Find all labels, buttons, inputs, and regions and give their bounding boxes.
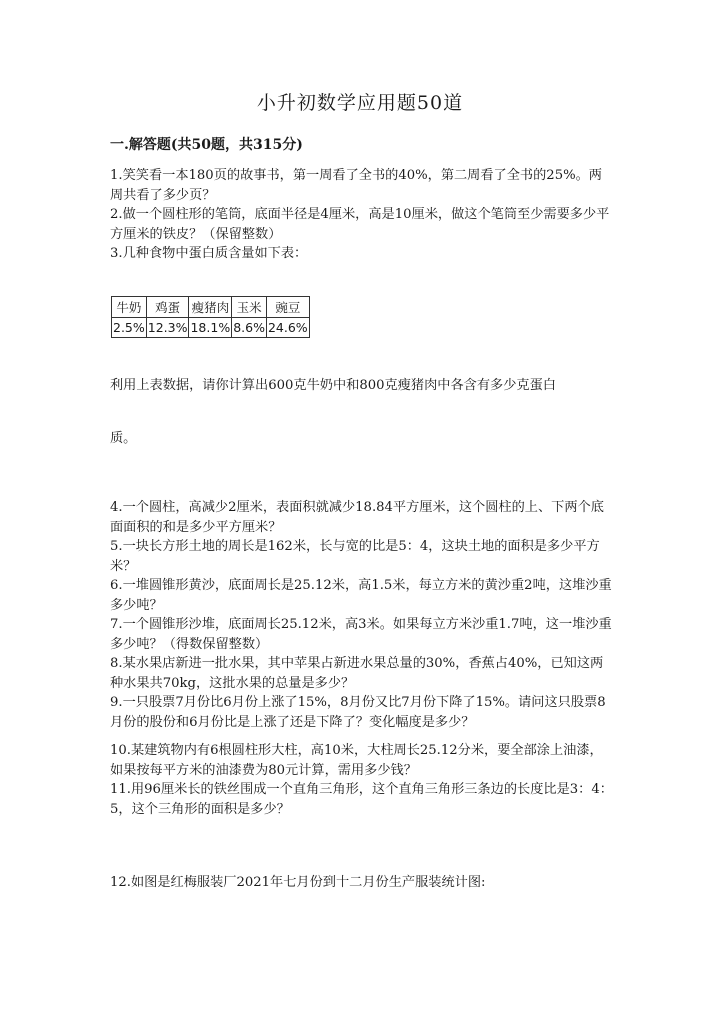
table-cell: 18.1% — [189, 318, 232, 338]
question-4: 4.一个圆柱，高减少2厘米，表面积就减少18.84平方厘米，这个圆柱的上、下两个底面面积的和是多少平方厘米？ — [110, 500, 604, 535]
question-12: 12.如图是红梅服装厂2021年七月份到十二月份生产服装统计图: — [110, 875, 486, 890]
table-header-cell: 瘦猪肉 — [189, 297, 232, 318]
table-row — [112, 318, 310, 338]
table-cell: 24.6% — [266, 318, 309, 338]
question-11: 11.用96厘米长的铁丝围成一个直角三角形，这个直角三角形三条边的长度比是3：4：5，这个三角形的面积是多少？ — [110, 782, 613, 817]
table-cell: 12.3% — [146, 318, 189, 338]
table-header-cell: 豌豆 — [266, 297, 309, 318]
question-8: 8.某水果店新进一批水果，其中苹果占新进水果总量的30%，香蕉占40%，已知这两种水果共70kg，这批水果的总量是多少？ — [110, 656, 604, 691]
page-title: 小升初数学应用题50道 — [256, 92, 464, 114]
question-group-1 — [110, 166, 615, 264]
question-group-3 — [110, 741, 615, 819]
question-2: 2.做一个圆柱形的笔筒，底面半径是4厘米，高是10厘米，做这个笔筒至少需要多少平方厘米的铁皮？（保留整数） — [110, 207, 610, 242]
question-9: 9.一只股票7月份比6月份上涨了15%，8月份又比7月份下降了15%。请问这只股票8月份的股份和6月份比是上涨了还是下降了？变化幅度是多少？ — [110, 695, 606, 730]
question-group-2 — [110, 498, 615, 732]
question-3-text-end: 质。 — [110, 431, 137, 446]
table-header-cell: 鸡蛋 — [146, 297, 189, 318]
table-cell: 2.5% — [112, 318, 147, 338]
question-7: 7.一个圆锥形沙堆，底面周长25.12米，高3米。如果每立方米沙重1.7吨，这一堆沙重多少吨？（得数保留整数） — [110, 617, 612, 652]
table-header-cell: 牛奶 — [112, 297, 147, 318]
question-3: 3.几种食物中蛋白质含量如下表： — [110, 246, 308, 261]
table-cell: 8.6% — [232, 318, 267, 338]
table-header-row — [112, 297, 310, 318]
question-3-followup-b — [110, 429, 615, 449]
question-1: 1.笑笑看一本180页的故事书，第一周看了全书的40%，第二周看了全书的25%。两周共看了多少页？ — [110, 168, 602, 203]
question-group-4 — [110, 873, 615, 893]
protein-table — [111, 296, 310, 338]
question-6: 6.一堆圆锥形黄沙，底面周长是25.12米，高1.5米，每立方米的黄沙重2吨，这堆沙重多少吨？ — [110, 578, 612, 613]
table-header-cell: 玉米 — [232, 297, 267, 318]
question-3-followup-a — [110, 376, 615, 396]
question-3-text: 利用上表数据，请你计算出600克牛奶中和800克瘦猪肉中各含有多少克蛋白 — [110, 378, 556, 393]
question-5: 5.一块长方形土地的周长是162米，长与宽的比是5：4，这块土地的面积是多少平方米？ — [110, 539, 600, 574]
section-heading: 一.解答题(共50题，共315分) — [110, 137, 303, 153]
question-10: 10.某建筑物内有6根圆柱形大柱，高10米，大柱周长25.12分米，要全部涂上油漆，如果按每平方米的油漆费为80元计算，需用多少钱？ — [110, 743, 603, 778]
